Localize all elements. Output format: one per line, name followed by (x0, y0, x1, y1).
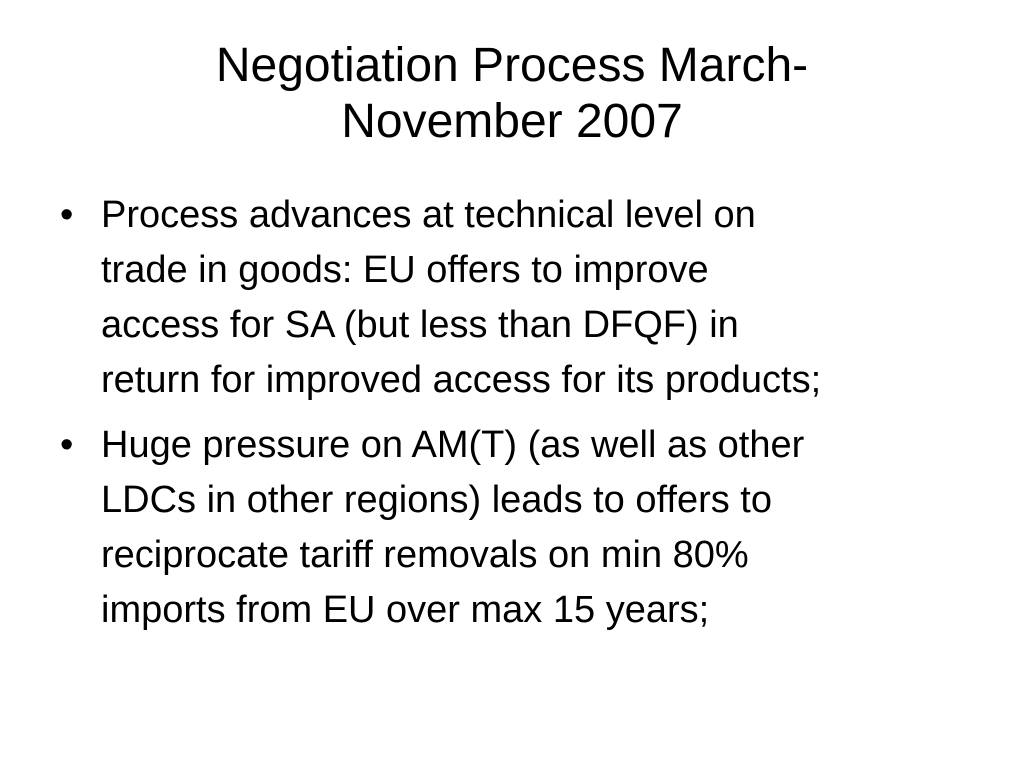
bullet-text-line: imports from EU over max 15 years; (101, 589, 710, 631)
bullet-text-line: return for improved access for its products; (101, 359, 822, 401)
bullet-text-line: Huge pressure on AM(T) (as well as other (101, 424, 805, 466)
slide-title-line: November 2007 (341, 95, 683, 148)
bullet-dot-icon: • (60, 424, 74, 466)
slide-title-line: Negotiation Process March- (215, 39, 809, 92)
bullet-list (60, 188, 970, 648)
bullet-text-line: Process advances at technical level on (101, 194, 756, 236)
bullet-dot-icon: • (60, 194, 74, 236)
bullet-item (60, 418, 970, 638)
slide-title (60, 38, 964, 150)
bullet-text-line: LDCs in other regions) leads to offers to (101, 479, 772, 521)
bullet-text-line: reciprocate tariff removals on min 80% (101, 534, 749, 576)
bullet-item (60, 188, 970, 408)
bullet-text-line: trade in goods: EU offers to improve (101, 249, 709, 291)
bullet-text-line: access for SA (but less than DFQF) in (101, 304, 739, 346)
